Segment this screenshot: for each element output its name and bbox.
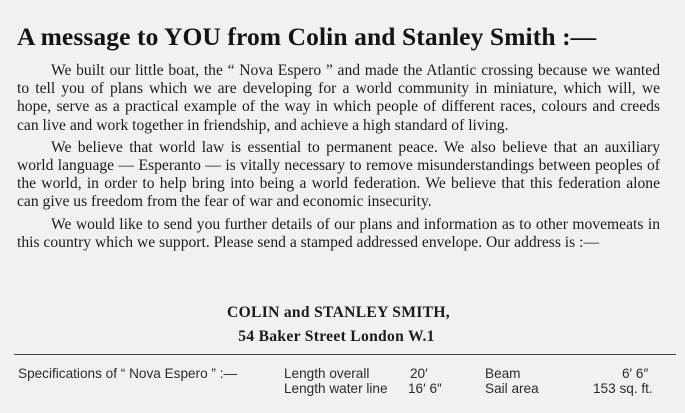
spec-length-water-line-value: 16′ 6″ bbox=[408, 381, 442, 396]
headline: A message to YOU from Colin and Stanley Smith :— bbox=[17, 22, 597, 51]
spec-length-water-line-label: Length water line bbox=[284, 381, 388, 396]
spec-beam-label: Beam bbox=[485, 366, 521, 381]
divider-rule bbox=[14, 354, 676, 355]
spec-length-overall-value: 20′ bbox=[410, 366, 428, 381]
spec-length-overall-label: Length overall bbox=[284, 366, 370, 381]
specifications-label: Specifications of “ Nova Espero ” :— bbox=[18, 366, 238, 381]
paragraph-contact: We would like to send you further details of our plans and information as to other movemeats in this country which we support. Please send a stamped addressed envelope. Our address is :— bbox=[17, 215, 660, 251]
address-name: COLIN and STANLEY SMITH, bbox=[227, 304, 450, 321]
message-body bbox=[17, 62, 660, 252]
spec-sail-area-value: 153 sq. ft. bbox=[593, 381, 653, 396]
spec-sail-area-label: Sail area bbox=[485, 381, 539, 396]
address-street: 54 Baker Street London W.1 bbox=[238, 328, 435, 345]
spec-beam-value: 6′ 6″ bbox=[622, 366, 649, 381]
paragraph-world-law: We believe that world law is essential to permanent peace. We also believe that an auxiliary world language — Esperanto — is vitally necessary to remove misunderstandings between peoples of the world, in order to help bring into being a world federation. We believe that this federation alone can give us freedom from the fear of war and economic insecurity. bbox=[17, 138, 660, 211]
paragraph-boat: We built our little boat, the “ Nova Espero ” and made the Atlantic crossing because we wanted to tell you of plans which we are developing for a world community in miniature, which will, we hope, serve as a practical example of the way in which people of different races, colours and creeds can live and work together in friendship, and achieve a high standard of living. bbox=[17, 62, 660, 134]
